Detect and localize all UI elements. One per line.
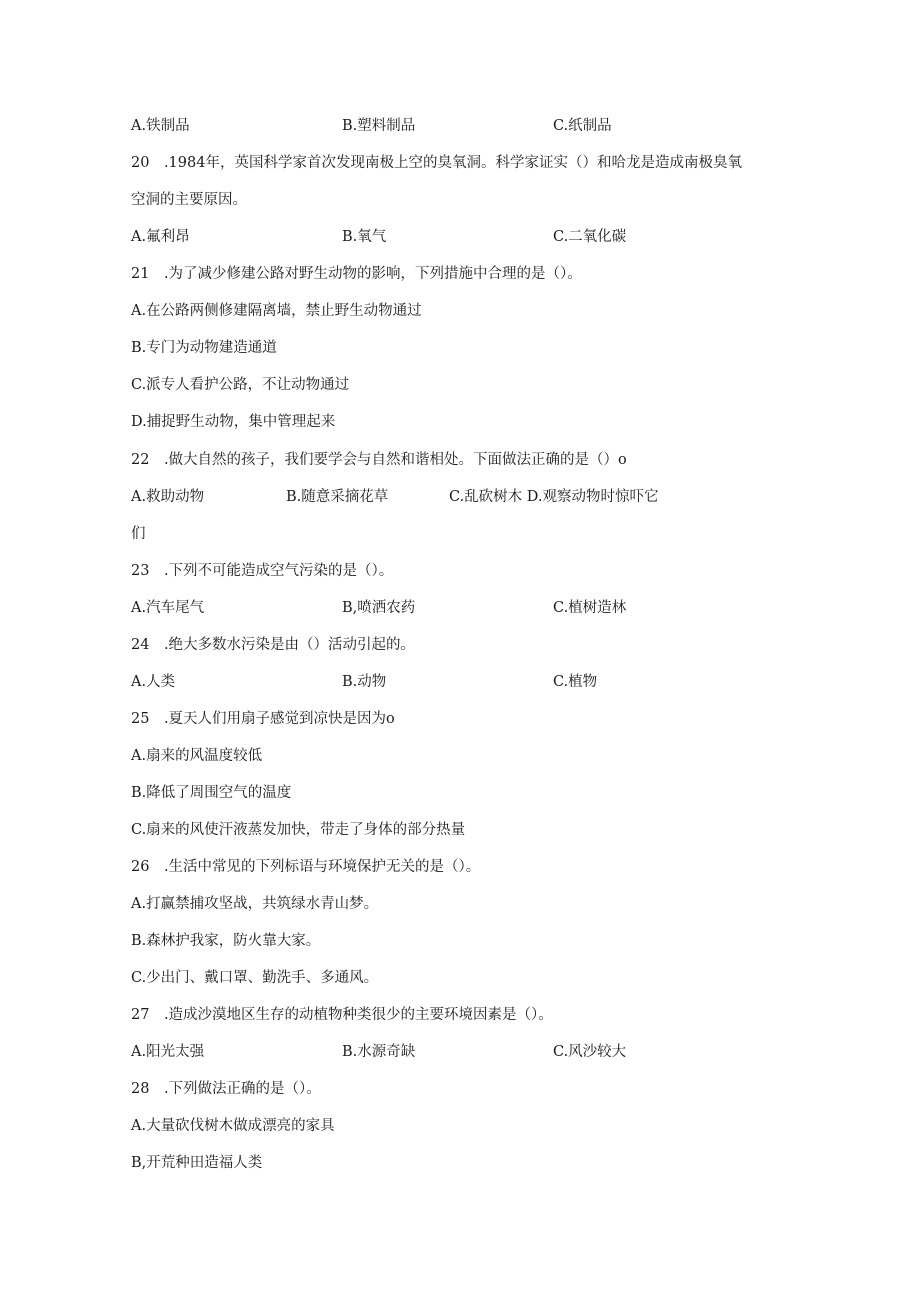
question-25: 25 .夏天人们用扇子感觉到凉快是因为o (131, 711, 395, 727)
option-c: C.二氧化碳 (553, 229, 627, 245)
question-21-option-d: D.捕捉野生动物，集中管理起来 (131, 414, 336, 430)
option-c-d: C.乱砍树木 D.观察动物时惊吓它 (449, 489, 659, 505)
question-25-option-c: C.扇来的风使汗液蒸发加快，带走了身体的部分热量 (131, 822, 466, 838)
question-27: 27 .造成沙漠地区生存的动植物种类很少的主要环境因素是（）。 (131, 1007, 553, 1023)
question-23: 23 .下列不可能造成空气污染的是（）。 (131, 563, 394, 579)
question-21-option-c: C.派专人看护公路，不让动物通过 (131, 377, 350, 393)
question-25-option-b: B.降低了周围空气的温度 (131, 785, 292, 801)
option-d-continued: 们 (131, 526, 146, 542)
option-b: B,喷洒农药 (342, 600, 416, 616)
option-b: B.水源奇缺 (342, 1044, 416, 1060)
question-26-option-b: B.森林护我家，防火靠大家。 (131, 933, 321, 949)
option-c: C.纸制品 (553, 118, 612, 134)
question-26-option-c: C.少出门、戴口罩、勤洗手、多通风。 (131, 970, 379, 986)
question-28-option-a: A.大量砍伐树木做成漂亮的家具 (131, 1118, 335, 1134)
option-a: A.汽车尾气 (131, 600, 205, 616)
option-a: A.氟利昂 (131, 229, 190, 245)
question-20: 20 .1984年，英国科学家首次发现南极上空的臭氧洞。科学家证实（）和哈龙是造成南极臭氧 (131, 155, 742, 171)
question-24: 24 .绝大多数水污染是由（）活动引起的。 (131, 637, 416, 653)
option-c: C.风沙较大 (553, 1044, 627, 1060)
question-21-option-a: A.在公路两侧修建隔离墙，禁止野生动物通过 (131, 303, 422, 319)
question-28: 28 .下列做法正确的是（）。 (131, 1081, 321, 1097)
question-20-continued: 空洞的主要原因。 (131, 192, 247, 208)
option-c: C.植树造林 (553, 600, 627, 616)
question-21: 21 .为了减少修建公路对野生动物的影响，下列措施中合理的是（）。 (131, 266, 582, 282)
option-a: A.阳光太强 (131, 1044, 205, 1060)
question-28-option-b: B,开荒种田造福人类 (131, 1155, 263, 1171)
option-b: B.动物 (342, 674, 387, 690)
question-25-option-a: A.扇来的风温度较低 (131, 748, 263, 764)
option-b: B.氧气 (342, 229, 387, 245)
option-a: A.铁制品 (131, 118, 190, 134)
question-26: 26 .生活中常见的下列标语与环境保护无关的是（）。 (131, 859, 481, 875)
option-b: B.随意采摘花草 (286, 489, 389, 505)
question-26-option-a: A.打赢禁捕攻坚战，共筑绿水青山梦。 (131, 896, 379, 912)
question-22: 22 .做大自然的孩子，我们要学会与自然和谐相处。下面做法正确的是（）o (131, 452, 627, 468)
option-a: A.救助动物 (131, 489, 205, 505)
question-21-option-b: B.专门为动物建造通道 (131, 340, 277, 356)
option-a: A.人类 (131, 674, 176, 690)
option-b: B.塑料制品 (342, 118, 416, 134)
option-c: C.植物 (553, 674, 598, 690)
